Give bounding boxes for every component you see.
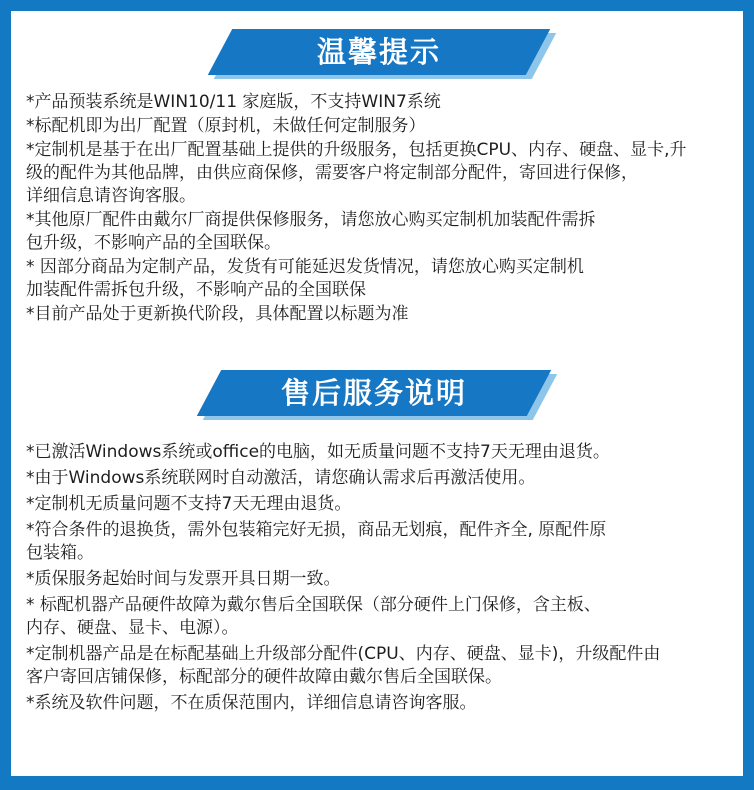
list-item-line: * 标配机器产品硬件故障为戴尔售后全国联保（部分硬件上门保修，含主板、 xyxy=(26,595,601,615)
list-item xyxy=(26,568,736,591)
list-item xyxy=(26,139,736,208)
list-item xyxy=(26,692,736,715)
section-title-tips: 温馨提示 xyxy=(316,35,441,69)
list-item-line: 级的配件为其他品牌，由供应商保修，需要客户将定制部分配件，寄回进行保修， xyxy=(26,163,638,183)
list-item xyxy=(26,441,736,464)
list-item xyxy=(26,519,736,565)
section-title-aftersales: 售后服务说明 xyxy=(280,376,467,410)
tips-list xyxy=(26,91,736,327)
list-item-line: *定制机是基于在出厂配置基础上提供的升级服务，包括更换CPU、内存、硬盘、显卡,升 xyxy=(26,140,687,160)
list-item-line: *其他原厂配件由戴尔厂商提供保修服务，请您放心购买定制机加装配件需拆 xyxy=(26,210,596,230)
list-item-line: *标配机即为出厂配置（原封机，未做任何定制服务） xyxy=(26,116,426,136)
list-item xyxy=(26,467,736,490)
list-item-line: 内存、硬盘、显卡、电源）。 xyxy=(26,618,239,638)
list-item-line: *定制机器产品是在标配基础上升级部分配件(CPU、内存、硬盘、显卡)，升级配件由 xyxy=(26,644,661,664)
list-item-line: *质保服务起始时间与发票开具日期一致。 xyxy=(26,569,341,589)
list-item-line: *产品预装系统是WIN10/11 家庭版，不支持WIN7系统 xyxy=(26,92,441,112)
list-item-line: *由于Windows系统联网时自动激活，请您确认需求后再激活使用。 xyxy=(26,468,536,488)
list-item-line: *符合条件的退换货，需外包装箱完好无损，商品无划痕，配件齐全, 原配件原 xyxy=(26,520,607,540)
list-item-line: 包升级，不影响产品的全国联保。 xyxy=(26,233,281,253)
list-item-line: *已激活Windows系统或office的电脑，如无质量问题不支持7天无理由退货。 xyxy=(26,442,610,462)
list-item xyxy=(26,594,736,640)
list-item-line: * 因部分商品为定制产品，发货有可能延迟发货情况，请您放心购买定制机 xyxy=(26,257,584,277)
list-item xyxy=(26,115,736,138)
list-item xyxy=(26,493,736,516)
aftersales-list xyxy=(26,441,736,718)
list-item-line: 详细信息请咨询客服。 xyxy=(26,186,196,206)
list-item xyxy=(26,643,736,689)
list-item-line: 加装配件需拆包升级，不影响产品的全国联保 xyxy=(26,280,366,300)
list-item xyxy=(26,303,736,326)
list-item xyxy=(26,256,736,302)
list-item xyxy=(26,91,736,114)
list-item-line: 客户寄回店铺保修，标配部分的硬件故障由戴尔售后全国联保。 xyxy=(26,667,502,687)
list-item-line: *定制机无质量问题不支持7天无理由退货。 xyxy=(26,494,352,514)
list-item xyxy=(26,209,736,255)
list-item-line: 包装箱。 xyxy=(26,543,94,563)
list-item-line: *目前产品处于更新换代阶段，具体配置以标题为准 xyxy=(26,304,409,324)
list-item-line: *系统及软件问题，不在质保范围内，详细信息请咨询客服。 xyxy=(26,693,477,713)
